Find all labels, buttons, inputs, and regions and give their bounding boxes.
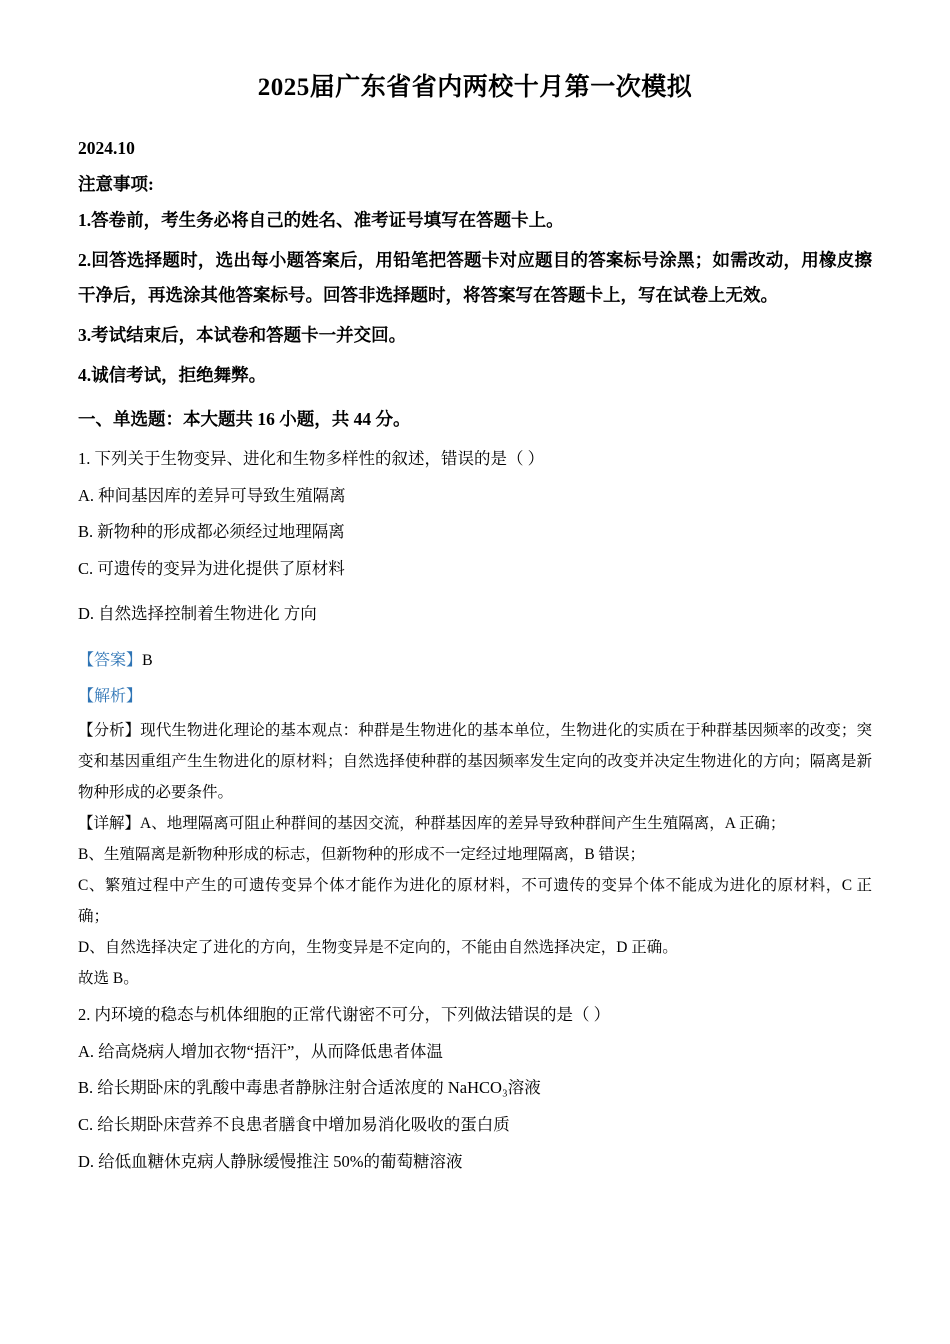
answer-value: B [142, 652, 153, 670]
analysis-text: 现代生物进化理论的基本观点：种群是生物进化的基本单位，生物进化的实质在于种群基因频率的改变；突变和基因重组产生生物进化的原材料；自然选择使种群的基因频率发生定向的改变并决定生物进化的方向；隔离是新物种形成的必要条件。 [78, 722, 872, 802]
question-1 [78, 442, 872, 994]
question-option-b: B. 给长期卧床的乳酸中毒患者静脉注射合适浓度的 NaHCO₃溶液 [78, 1078, 541, 1098]
detail-text-a: A、地理隔离可阻止种群间的基因交流，种群基因库的差异导致种群间产生生殖隔离，A 正确； [140, 815, 786, 833]
question-option-c: C. 给长期卧床营养不良患者膳食中增加易消化吸收的蛋白质 [78, 1115, 510, 1135]
section-heading: 一、单选题：本大题共 16 小题，共 44 分。 [78, 408, 411, 429]
page-title: 2025届广东省省内两校十月第一次模拟 [257, 74, 693, 101]
question-stem: 2. 内环境的稳态与机体细胞的正常代谢密不可分，下列做法错误的是（ ） [78, 1005, 611, 1025]
explanation-tag: 【解析】 [78, 688, 143, 706]
detail-paragraph-c: C、繁殖过程中产生的可遗传变异个体才能作为进化的原材料，不可遗传的变异个体不能成为进化的原材料，C 正确； [78, 877, 872, 926]
detail-paragraph-a [78, 808, 872, 839]
detail-tag: 【详解】 [78, 815, 141, 833]
question-stem: 1. 下列关于生物变异、进化和生物多样性的叙述，错误的是（ ） [78, 449, 545, 468]
question-2 [78, 998, 872, 1179]
notice-item-3: 3.考试结束后，本试卷和答题卡一并交回。 [78, 324, 407, 345]
analysis-paragraph [78, 715, 872, 808]
exam-date: 2024.10 [78, 138, 135, 158]
question-option-c: C. 可遗传的变异为进化提供了原材料 [78, 558, 345, 578]
answer-line [78, 645, 872, 677]
question-option-a: A. 给高烧病人增加衣物“捂汗”，从而降低患者体温 [78, 1041, 443, 1061]
detail-paragraph-d: D、自然选择决定了进化的方向，生物变异是不定向的，不能由自然选择决定，D 正确。 [78, 939, 678, 957]
analysis-tag: 【分析】 [78, 722, 141, 740]
question-option-a: A. 种间基因库的差异可导致生殖隔离 [78, 485, 346, 505]
question-option-b: B. 新物种的形成都必须经过地理隔离 [78, 522, 345, 542]
detail-paragraph-b: B、生殖隔离是新物种形成的标志，但新物种的形成不一定经过地理隔离，B 错误； [78, 846, 646, 864]
question-option-d: D. 给低血糖休克病人静脉缓慢推注 50%的葡萄糖溶液 [78, 1151, 463, 1171]
notice-item-4: 4.诚信考试，拒绝舞弊。 [78, 364, 267, 385]
question-option-d: D. 自然选择控制着生物进化 方向 [78, 603, 317, 623]
notice-heading: 注意事项: [78, 174, 154, 195]
conclusion-line: 故选 B。 [78, 970, 139, 988]
notice-item-1: 1.答卷前，考生务必将自己的姓名、准考证号填写在答题卡上。 [78, 210, 564, 231]
answer-tag: 【答案】 [78, 652, 143, 670]
notice-item-2: 2.回答选择题时，选出每小题答案后，用铅笔把答题卡对应题目的答案标号涂黑；如需改动，用橡皮擦干净后，再选涂其他答案标号。回答非选择题时，将答案写在答题卡上，写在试卷上无效。 [78, 250, 872, 305]
